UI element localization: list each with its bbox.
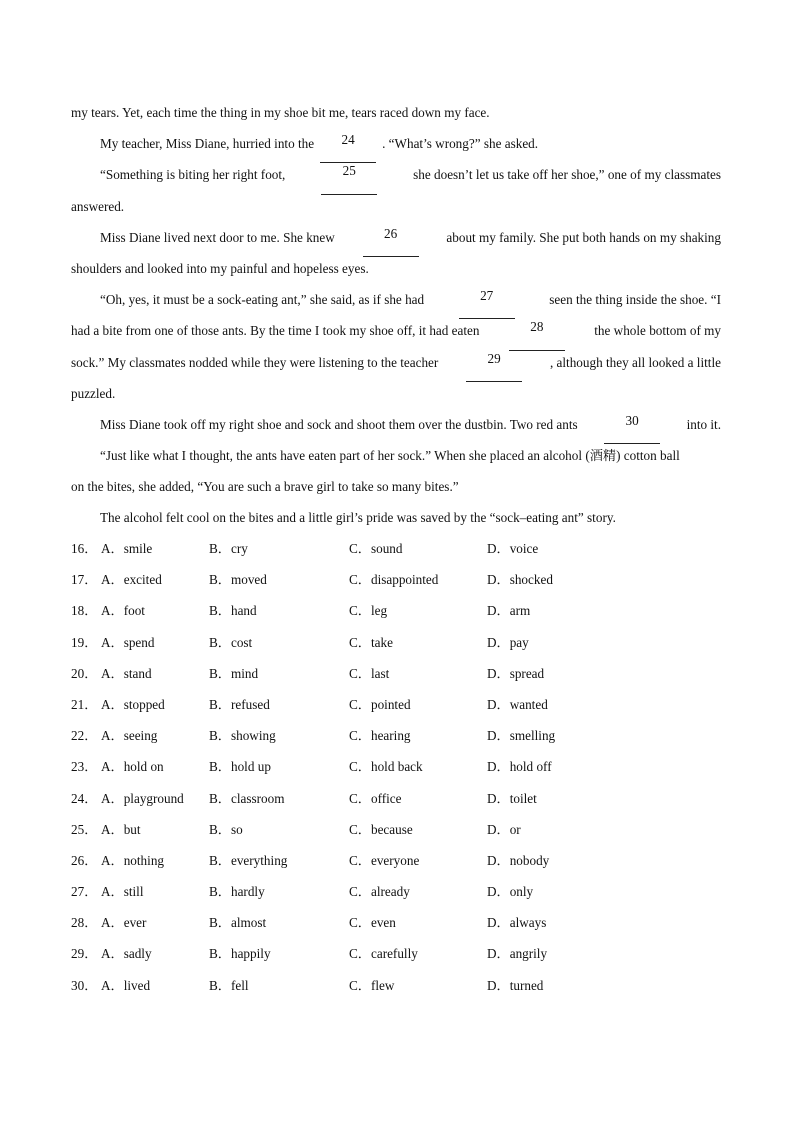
passage-text: My teacher, Miss Diane, hurried into the [100,136,315,152]
question-row [71,568,721,599]
passage-text: into it. [686,416,721,432]
option-c: C．hold back [349,759,423,775]
question-number: 17． [71,572,98,588]
question-number: 30． [71,977,98,993]
option-d: D．or [487,821,521,837]
option-a: A．still [101,884,144,900]
answer-options [71,537,721,1005]
option-d: D．shocked [487,572,553,588]
option-c: C．even [349,915,396,931]
option-a: A．seeing [101,728,158,744]
option-a: A．spend [101,634,155,650]
option-a: A．foot [101,603,145,619]
option-b: B．happily [209,946,271,962]
option-b: B．hardly [209,884,265,900]
blank-24: 24 [320,132,376,163]
passage-text: puzzled. [71,385,116,401]
question-number: 26． [71,852,98,868]
question-row [71,880,721,911]
question-row [71,599,721,630]
passage-line [71,382,721,413]
blank-29: 29 [466,351,522,382]
option-d: D．only [487,884,534,900]
passage-line [71,257,721,288]
option-a: A．stopped [101,696,165,712]
passage-text: Miss Diane took off my right shoe and sock and shoot them over the dustbin. Two red ants [100,416,578,432]
option-b: B．showing [209,728,276,744]
option-b: B．classroom [209,790,285,806]
option-d: D．spread [487,665,545,681]
option-c: C．because [349,821,413,837]
option-b: B．so [209,821,243,837]
question-number: 22． [71,728,98,744]
passage-text: answered. [71,198,125,214]
blank-26: 26 [363,226,419,257]
question-row [71,631,721,662]
question-number: 18． [71,603,98,619]
passage-text: Miss Diane lived next door to me. She knew [100,229,335,245]
passage-text: had a bite from one of those ants. By the time I took my shoe off, it had eaten [71,323,480,339]
option-d: D．angrily [487,946,548,962]
question-number: 16． [71,541,98,556]
option-a: A．lived [101,977,151,993]
option-b: B．hand [209,603,257,619]
question-row [71,693,721,724]
option-a: A．hold on [101,759,164,775]
passage-text: she doesn’t let us take off her shoe,” one of my classmates [413,167,721,183]
question-row [71,755,721,786]
passage-text: sock.” My classmates nodded while they were listening to the teacher [71,354,439,370]
passage-line [71,226,721,257]
passage-text: “Just like what I thought, the ants have eaten part of her sock.” When she placed an alcohol (酒精) cotton ball [100,448,680,464]
option-a: A．smile [101,541,153,556]
option-a: A．sadly [101,946,152,962]
option-b: B．moved [209,572,267,588]
option-a: A．excited [101,572,162,588]
option-b: B．hold up [209,759,271,775]
option-d: D．smelling [487,728,556,744]
option-c: C．everyone [349,852,420,868]
passage-text: the whole bottom of my [594,323,721,339]
option-a: A．but [101,821,141,837]
cloze-passage [71,101,721,538]
blank-28: 28 [509,319,565,350]
passage-text: . “What’s wrong?” she asked. [382,136,539,152]
option-c: C．already [349,884,410,900]
option-c: C．flew [349,977,395,993]
passage-text: my tears. Yet, each time the thing in my shoe bit me, tears raced down my face. [71,105,490,120]
option-b: B．refused [209,696,270,712]
option-c: C．sound [349,541,403,556]
question-number: 28． [71,915,98,931]
option-b: B．cost [209,634,253,650]
passage-text: about my family. She put both hands on my shaking [446,229,721,245]
passage-line [71,413,721,444]
question-row [71,849,721,880]
option-d: D．turned [487,977,544,993]
option-c: C．take [349,634,393,650]
passage-text: on the bites, she added, “You are such a brave girl to take so many bites.” [71,479,459,495]
option-c: C．disappointed [349,572,439,588]
option-c: C．office [349,790,402,806]
question-number: 20． [71,665,98,681]
passage-line [71,195,721,226]
blank-27: 27 [459,288,515,319]
question-row [71,911,721,942]
question-row [71,942,721,973]
passage-line [71,163,721,194]
option-c: C．leg [349,603,388,619]
option-d: D．arm [487,603,531,619]
blank-25: 25 [321,163,377,194]
question-number: 23． [71,759,98,775]
question-row [71,818,721,849]
option-b: B．everything [209,852,288,868]
option-d: D．hold off [487,759,552,775]
passage-line [71,475,721,506]
question-number: 27． [71,884,98,900]
option-a: A．stand [101,665,152,681]
passage-text: “Something is biting her right foot, [100,167,286,183]
passage-text: seen the thing inside the shoe. “I [549,292,721,308]
passage-text: , although they all looked a little [549,354,721,370]
option-d: D．always [487,915,547,931]
option-a: A．ever [101,915,147,931]
option-c: C．carefully [349,946,418,962]
passage-line [71,444,721,475]
passage-line [71,288,721,319]
passage-text: The alcohol felt cool on the bites and a little girl’s pride was saved by the “sock–eating ant” story. [100,510,616,526]
option-d: D．wanted [487,696,548,712]
passage-line [71,351,721,382]
option-c: C．hearing [349,728,411,744]
option-a: A．nothing [101,852,165,868]
option-b: B．fell [209,977,249,993]
option-d: D．toilet [487,790,537,806]
option-b: B．almost [209,915,267,931]
option-b: B．mind [209,665,259,681]
passage-line [71,319,721,350]
question-row [71,662,721,693]
passage-line [71,132,721,163]
option-a: A．playground [101,790,184,806]
option-c: C．last [349,665,390,681]
option-d: D．voice [487,541,539,556]
passage-line [71,101,721,132]
blank-30: 30 [604,413,660,444]
question-number: 25． [71,821,98,837]
question-number: 24． [71,790,98,806]
passage-text: “Oh, yes, it must be a sock-eating ant,” she said, as if she had [100,292,425,308]
passage-line [71,506,721,537]
option-d: D．pay [487,634,529,650]
question-number: 29． [71,946,98,962]
question-row [71,724,721,755]
passage-text: shoulders and looked into my painful and hopeless eyes. [71,260,369,276]
question-row [71,974,721,1005]
option-d: D．nobody [487,852,550,868]
question-number: 19． [71,634,98,650]
question-number: 21． [71,696,98,712]
option-c: C．pointed [349,696,411,712]
option-b: B．cry [209,541,248,556]
question-row [71,537,721,568]
question-row [71,787,721,818]
